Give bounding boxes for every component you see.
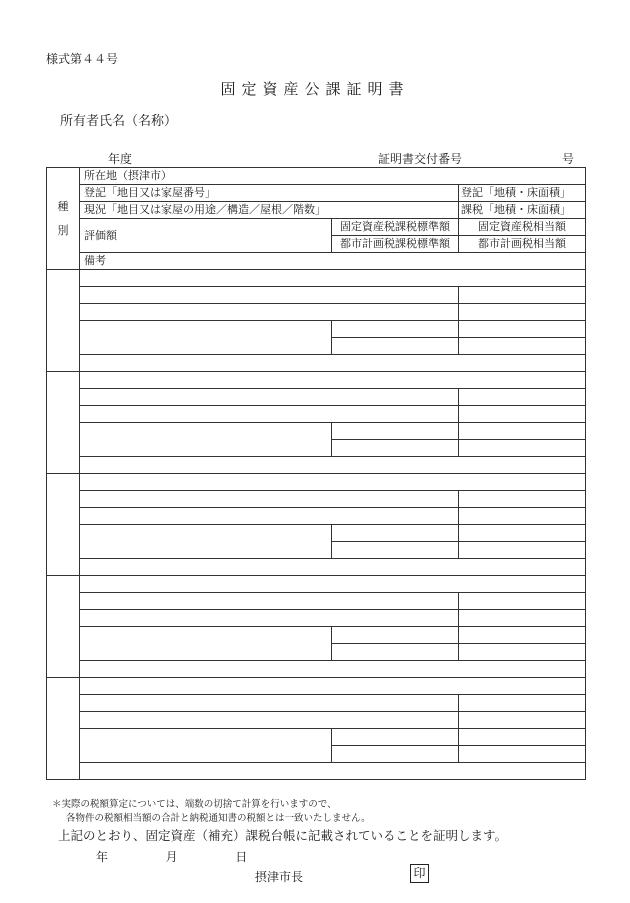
record-1-kind-cell[interactable] bbox=[47, 270, 80, 372]
number-suffix-label: 号 bbox=[562, 152, 575, 166]
record-4-tax-area-cell[interactable] bbox=[459, 610, 586, 627]
record-1-location-cell[interactable] bbox=[80, 270, 586, 287]
record-2-assessed-cell[interactable] bbox=[80, 423, 332, 457]
registry-category-header: 登記「地目又は家屋番号」 bbox=[80, 185, 459, 202]
record-4-remarks-cell[interactable] bbox=[80, 661, 586, 678]
record-3-tax-area-cell[interactable] bbox=[459, 508, 586, 525]
mayor-title: 摂津市長 bbox=[255, 870, 304, 884]
record-1-fa-base-cell[interactable] bbox=[332, 321, 459, 338]
registry-area-header: 登記「地積・床面積」 bbox=[459, 185, 586, 202]
record-4-location-cell[interactable] bbox=[80, 576, 586, 593]
day-label: 日 bbox=[235, 850, 248, 864]
record-4-registry-area-cell[interactable] bbox=[459, 593, 586, 610]
tax-calculation-note-line-1: ＊実際の税額算定については、端数の切捨て計算を行いますので、 bbox=[52, 799, 337, 810]
city-planning-tax-base-header: 都市計画税課税標準額 bbox=[332, 236, 459, 253]
record-4-assessed-cell[interactable] bbox=[80, 627, 332, 661]
record-5-location-cell[interactable] bbox=[80, 678, 586, 695]
kind-char-2: 別 bbox=[57, 223, 69, 237]
record-1-current-cell[interactable] bbox=[80, 304, 459, 321]
record-1-registry-cell[interactable] bbox=[80, 287, 459, 304]
record-3-registry-area-cell[interactable] bbox=[459, 491, 586, 508]
record-3-fa-amount-cell[interactable] bbox=[459, 525, 586, 542]
record-2-remarks-cell[interactable] bbox=[80, 457, 586, 474]
record-4-fa-base-cell[interactable] bbox=[332, 627, 459, 644]
record-1-registry-area-cell[interactable] bbox=[459, 287, 586, 304]
tax-calculation-note-line-2: 各物件の税額相当額の合計と納税通知書の税額とは一致いたしません。 bbox=[66, 813, 371, 824]
record-5-fa-amount-cell[interactable] bbox=[459, 729, 586, 746]
record-1-tax-area-cell[interactable] bbox=[459, 304, 586, 321]
record-5-fa-base-cell[interactable] bbox=[332, 729, 459, 746]
remarks-header: 備考 bbox=[80, 253, 586, 270]
fixed-asset-tax-base-header: 固定資産税課税標準額 bbox=[332, 219, 459, 236]
record-3-location-cell[interactable] bbox=[80, 474, 586, 491]
owner-name-label: 所有者氏名（名称） bbox=[60, 114, 178, 129]
record-2-kind-cell[interactable] bbox=[47, 372, 80, 474]
record-1-remarks-cell[interactable] bbox=[80, 355, 586, 372]
form-number: 様式第４４号 bbox=[46, 52, 119, 66]
record-3-cp-base-cell[interactable] bbox=[332, 542, 459, 559]
certification-statement: 上記のとおり、固定資産（補充）課税台帳に記載されていることを証明します。 bbox=[58, 828, 508, 843]
record-2-tax-area-cell[interactable] bbox=[459, 406, 586, 423]
record-4-registry-cell[interactable] bbox=[80, 593, 459, 610]
kind-column-header bbox=[47, 168, 80, 270]
record-5-kind-cell[interactable] bbox=[47, 678, 80, 780]
location-header: 所在地（摂津市） bbox=[80, 168, 586, 185]
document-title: 固定資産公課証明書 bbox=[220, 80, 410, 98]
record-2-fa-base-cell[interactable] bbox=[332, 423, 459, 440]
record-1-assessed-cell[interactable] bbox=[80, 321, 332, 355]
record-3-registry-cell[interactable] bbox=[80, 491, 459, 508]
property-table bbox=[46, 167, 586, 780]
record-2-fa-amount-cell[interactable] bbox=[459, 423, 586, 440]
record-3-kind-cell[interactable] bbox=[47, 474, 80, 576]
seal-char: 印 bbox=[413, 866, 426, 880]
record-3-cp-amount-cell[interactable] bbox=[459, 542, 586, 559]
fixed-asset-tax-amount-header: 固定資産税相当額 bbox=[459, 219, 586, 236]
record-5-cp-amount-cell[interactable] bbox=[459, 746, 586, 763]
record-1-cp-base-cell[interactable] bbox=[332, 338, 459, 355]
record-4-kind-cell[interactable] bbox=[47, 576, 80, 678]
record-1-fa-amount-cell[interactable] bbox=[459, 321, 586, 338]
record-4-cp-base-cell[interactable] bbox=[332, 644, 459, 661]
city-planning-tax-amount-header: 都市計画税相当額 bbox=[459, 236, 586, 253]
tax-area-header: 課税「地積・床面積」 bbox=[459, 202, 586, 219]
record-3-fa-base-cell[interactable] bbox=[332, 525, 459, 542]
certificate-number-label: 証明書交付番号 bbox=[378, 152, 463, 166]
record-5-current-cell[interactable] bbox=[80, 712, 459, 729]
record-2-registry-area-cell[interactable] bbox=[459, 389, 586, 406]
record-5-registry-cell[interactable] bbox=[80, 695, 459, 712]
record-3-assessed-cell[interactable] bbox=[80, 525, 332, 559]
record-4-cp-amount-cell[interactable] bbox=[459, 644, 586, 661]
record-2-registry-cell[interactable] bbox=[80, 389, 459, 406]
record-3-current-cell[interactable] bbox=[80, 508, 459, 525]
record-3-remarks-cell[interactable] bbox=[80, 559, 586, 576]
record-5-registry-area-cell[interactable] bbox=[459, 695, 586, 712]
record-2-cp-amount-cell[interactable] bbox=[459, 440, 586, 457]
record-2-location-cell[interactable] bbox=[80, 372, 586, 389]
record-1-cp-amount-cell[interactable] bbox=[459, 338, 586, 355]
record-5-cp-base-cell[interactable] bbox=[332, 746, 459, 763]
record-4-fa-amount-cell[interactable] bbox=[459, 627, 586, 644]
official-seal-icon bbox=[410, 864, 429, 883]
month-label: 月 bbox=[165, 850, 178, 864]
assessed-value-header: 評価額 bbox=[80, 219, 332, 253]
fiscal-year-label: 年度 bbox=[108, 152, 133, 166]
year-label: 年 bbox=[96, 850, 109, 864]
record-2-cp-base-cell[interactable] bbox=[332, 440, 459, 457]
record-4-current-cell[interactable] bbox=[80, 610, 459, 627]
record-5-tax-area-cell[interactable] bbox=[459, 712, 586, 729]
current-status-header: 現況「地目又は家屋の用途／構造／屋根／階数」 bbox=[80, 202, 459, 219]
record-5-remarks-cell[interactable] bbox=[80, 763, 586, 780]
record-2-current-cell[interactable] bbox=[80, 406, 459, 423]
issue-date-row bbox=[96, 848, 247, 865]
record-5-assessed-cell[interactable] bbox=[80, 729, 332, 763]
kind-char-1: 種 bbox=[57, 199, 69, 213]
